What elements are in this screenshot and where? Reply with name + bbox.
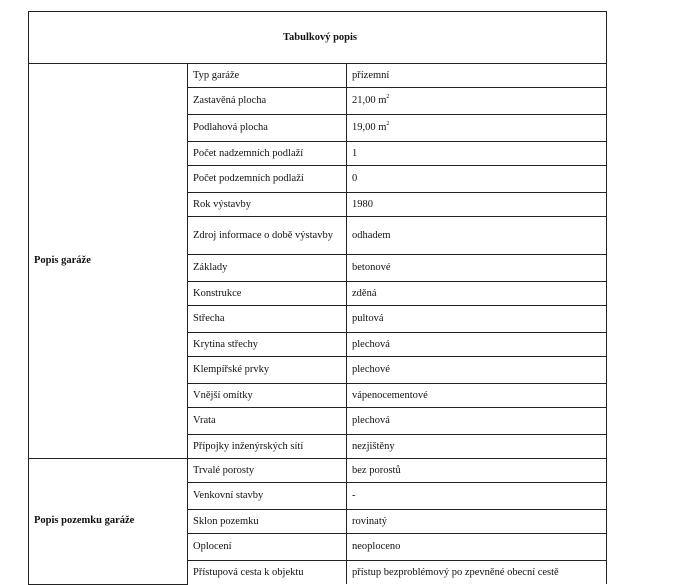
row-key: Podlahová plocha bbox=[188, 115, 347, 142]
row-key: Venkovní stavby bbox=[188, 483, 347, 510]
section-label-garage: Popis garáže bbox=[29, 64, 188, 459]
row-value: zděná bbox=[347, 282, 607, 306]
row-key: Zastavěná plocha bbox=[188, 88, 347, 115]
row-key: Oplocení bbox=[188, 534, 347, 561]
section-label-land: Popis pozemku garáže bbox=[29, 459, 188, 585]
row-value: 1980 bbox=[347, 193, 607, 217]
row-value: 1 bbox=[347, 142, 607, 166]
unit-superscript: 2 bbox=[386, 94, 390, 100]
row-key: Střecha bbox=[188, 306, 347, 333]
value-text: 19,00 m bbox=[352, 122, 387, 133]
row-value: vápenocementové bbox=[347, 384, 607, 408]
row-value: neoploceno bbox=[347, 534, 607, 561]
table-title: Tabulkový popis bbox=[29, 12, 607, 64]
row-key: Zdroj informace o době výstavby bbox=[188, 217, 347, 255]
row-value: plechová bbox=[347, 333, 607, 357]
row-key: Krytina střechy bbox=[188, 333, 347, 357]
row-value: - bbox=[347, 483, 607, 510]
value-text: 21,00 m bbox=[352, 95, 387, 106]
row-key: Trvalé porosty bbox=[188, 459, 347, 483]
row-value: betonové bbox=[347, 255, 607, 282]
description-table bbox=[28, 11, 607, 585]
row-value bbox=[347, 88, 607, 115]
row-key: Rok výstavby bbox=[188, 193, 347, 217]
unit-superscript: 2 bbox=[386, 121, 390, 127]
row-key: Sklon pozemku bbox=[188, 510, 347, 534]
row-key: Počet podzemních podlaží bbox=[188, 166, 347, 193]
row-key: Konstrukce bbox=[188, 282, 347, 306]
row-value: rovinatý bbox=[347, 510, 607, 534]
row-value: přízemní bbox=[347, 64, 607, 88]
row-key: Vnější omítky bbox=[188, 384, 347, 408]
row-key: Klempířské prvky bbox=[188, 357, 347, 384]
row-key: Počet nadzemních podlaží bbox=[188, 142, 347, 166]
row-value: bez porostů bbox=[347, 459, 607, 483]
row-value: odhadem bbox=[347, 217, 607, 255]
row-key: Vrata bbox=[188, 408, 347, 435]
row-value: 0 bbox=[347, 166, 607, 193]
row-value: nezjištěny bbox=[347, 435, 607, 459]
row-key: Přípojky inženýrských sítí bbox=[188, 435, 347, 459]
row-value: plechové bbox=[347, 357, 607, 384]
row-key: Přístupová cesta k objektu bbox=[188, 561, 347, 585]
row-value bbox=[347, 115, 607, 142]
row-value: plechová bbox=[347, 408, 607, 435]
row-value: přístup bezproblémový po zpevněné obecní cestě bbox=[347, 561, 607, 585]
row-key: Typ garáže bbox=[188, 64, 347, 88]
row-value: pultová bbox=[347, 306, 607, 333]
row-key: Základy bbox=[188, 255, 347, 282]
